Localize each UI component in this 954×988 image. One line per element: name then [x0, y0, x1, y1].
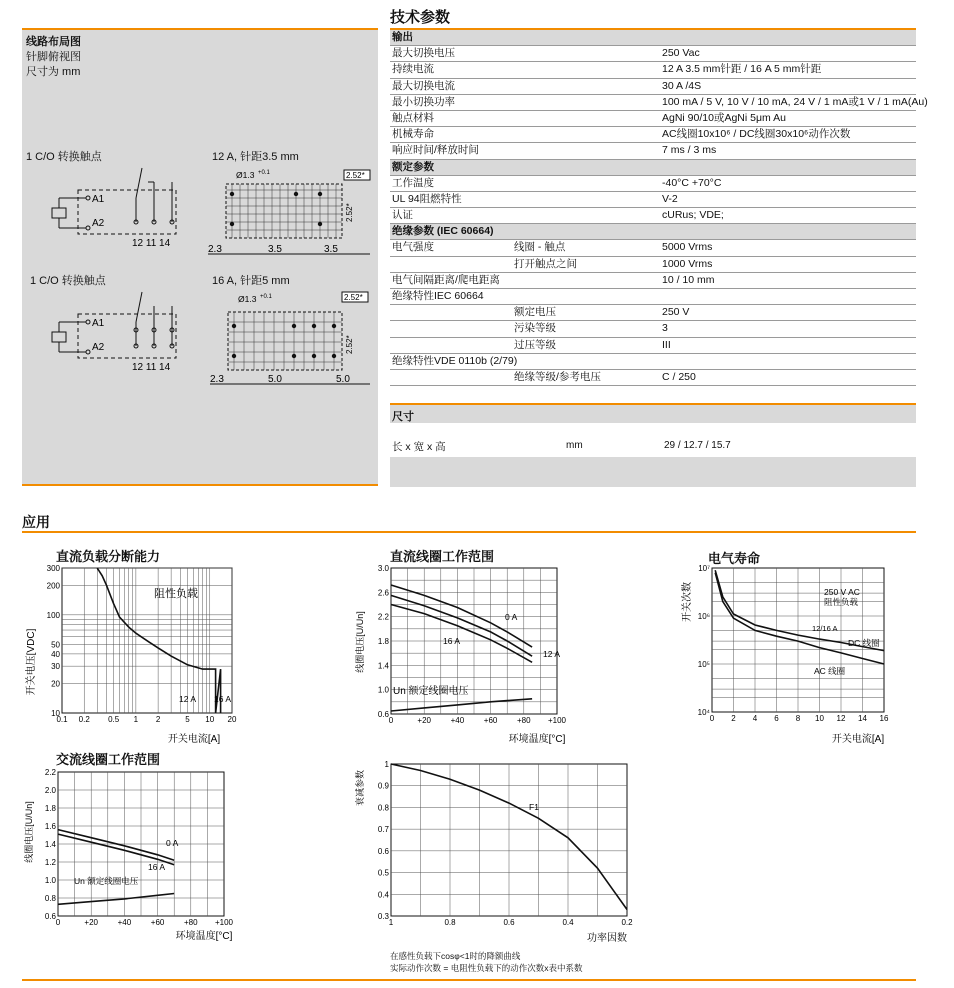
y-tick-label: 10⁷ — [698, 564, 710, 573]
life-label-4: DC 线圈 — [848, 638, 880, 648]
spec-cell-c3: 250 V — [662, 306, 690, 319]
ac-coil-title: 交流线圈工作范围 — [56, 752, 161, 767]
dc-coil-0a-label: 0 A — [505, 612, 518, 622]
y-tick-label: 1.0 — [44, 876, 56, 885]
dim-35b-label: 3.5 — [324, 244, 338, 255]
x-tick-label: 14 — [858, 714, 867, 723]
x-tick-label: +40 — [117, 918, 132, 927]
spec-row — [390, 338, 916, 354]
dim-23-label-2: 2.3 — [210, 374, 224, 385]
x-tick-label: 5 — [185, 715, 190, 724]
wiring-sub2: 尺寸为 mm — [26, 66, 81, 78]
y-tick-label: 1.8 — [377, 637, 389, 646]
dc-break-xlabel: 开关电流[A] — [167, 734, 221, 745]
dim-252-label-2: 2.52* — [344, 293, 363, 302]
spec-cell-c1: 最大切换电流 — [392, 79, 455, 92]
y-tick-label: 10⁶ — [697, 612, 710, 621]
spec-row — [390, 240, 916, 256]
dim-252-label: 2.52* — [346, 171, 365, 180]
series-line — [391, 699, 532, 711]
spec-cell-c3: AC线圈10x10⁶ / DC线圈30x10⁶动作次数 — [662, 128, 851, 141]
dimensions-value: 29 / 12.7 / 15.7 — [664, 440, 731, 451]
y-tick-label: 300 — [46, 564, 60, 573]
life-label-5: AC 线圈 — [814, 666, 846, 676]
life-xlabel: 开关电流[A] — [831, 734, 885, 745]
life-label-2: 阻性负载 — [824, 597, 859, 607]
spec-cell-c1: 认证 — [392, 209, 413, 222]
dc-coil-title: 直流线圈工作范围 — [390, 549, 495, 564]
spec-row — [390, 79, 916, 95]
diagram2-pin-label: 16 A, 针距5 mm — [212, 275, 290, 287]
y-tick-label: 0.9 — [377, 781, 389, 791]
spec-row — [390, 111, 916, 127]
schematic-diagram-1 — [42, 162, 182, 252]
pin-grid-diagram-2 — [206, 286, 376, 396]
x-tick-label: +60 — [483, 716, 498, 725]
dim-35a-label: 3.5 — [268, 244, 282, 255]
dc-break-title: 直流负载分断能力 — [56, 549, 161, 564]
x-tick-label: 0.1 — [56, 715, 68, 724]
spec-cell-c1: 响应时间/释放时间 — [392, 144, 479, 157]
spec-cell-c1: 绝缘特性VDE 0110b (2/79) — [392, 354, 518, 367]
spec-cell-c1: 电气间隔距离/爬电距离 — [392, 273, 500, 286]
derating-curve-label: F1 — [529, 802, 539, 812]
x-tick-label: +100 — [214, 918, 234, 927]
ac-coil-xlabel: 环境温度[°C] — [175, 931, 233, 942]
x-tick-label: 4 — [752, 714, 758, 723]
dc-coil-16a-label: 16 A — [443, 636, 461, 646]
spec-cell-c2: 过压等级 — [514, 338, 556, 351]
y-tick-label: 1.4 — [44, 840, 56, 849]
x-tick-label: 0 — [55, 918, 61, 927]
x-tick-label: 2 — [731, 714, 736, 723]
y-tick-label: 1 — [384, 760, 389, 769]
spec-cell-c3: 12 A 3.5 mm针距 / 16 A 5 mm针距 — [662, 63, 822, 76]
derating-note-1: 在感性负载下cosφ<1时的降额曲线 — [390, 951, 521, 961]
x-tick-label: +80 — [184, 918, 198, 927]
spec-cell-c2: 线圈 - 触点 — [514, 241, 566, 254]
life-label-3: 12/16 A — [812, 624, 838, 633]
bottom-divider — [22, 979, 916, 981]
y-tick-label: 2.2 — [44, 768, 56, 777]
wiring-title: 线路布局图 — [26, 36, 81, 48]
y-tick-label: 3.0 — [377, 564, 389, 573]
y-tick-label: 0.6 — [377, 846, 389, 856]
x-tick-label: 16 — [879, 714, 889, 723]
spec-row — [390, 321, 916, 337]
series-line — [58, 894, 174, 905]
schematic-diagram-2 — [42, 286, 182, 376]
x-tick-label: 0.4 — [562, 918, 574, 927]
spec-row — [390, 370, 916, 386]
chart-life — [680, 562, 900, 746]
series-line — [58, 834, 174, 865]
spec-section-header — [390, 160, 916, 176]
spec-cell-c1: 持续电流 — [392, 63, 434, 76]
y-tick-label: 2.2 — [377, 612, 389, 622]
y-tick-label: 0.5 — [377, 868, 389, 878]
pin-numbers-label: 12 11 14 — [132, 238, 171, 249]
y-tick-label: 0.7 — [377, 825, 389, 835]
y-tick-label: 10⁵ — [697, 660, 710, 669]
dimensions-title: 尺寸 — [392, 411, 414, 423]
y-tick-label: 0.8 — [377, 803, 389, 813]
spec-cell-c1: 输出 — [392, 31, 413, 43]
coil-a1-label-2: A1 — [92, 318, 105, 329]
x-tick-label: 0.2 — [78, 715, 90, 724]
dc-break-16a-label: 16 A — [214, 694, 232, 704]
x-tick-label: 0.2 — [621, 918, 633, 927]
derating-note-2: 实际动作次数 = 电阻性负载下的动作次数x表中系数 — [390, 963, 583, 973]
spec-row — [390, 273, 916, 289]
y-tick-label: 40 — [51, 649, 60, 659]
wiring-panel — [22, 28, 378, 486]
diagram1-pin-label: 12 A, 针距3.5 mm — [212, 151, 299, 163]
x-tick-label: 2 — [155, 715, 161, 724]
y-tick-label: 0.4 — [377, 890, 389, 900]
divider — [22, 531, 916, 533]
spec-cell-c1: UL 94阻燃特性 — [392, 192, 462, 205]
diagram1-label: 1 C/O 转换触点 — [26, 151, 102, 163]
spec-row — [390, 208, 916, 224]
spec-row — [390, 257, 916, 273]
y-tick-label: 1.2 — [44, 858, 56, 867]
spec-cell-c2: 绝缘等级/参考电压 — [514, 370, 601, 383]
x-tick-label: 1 — [388, 918, 394, 927]
y-tick-label: 0.8 — [44, 894, 56, 903]
diagram2-label: 1 C/O 转换触点 — [30, 275, 106, 287]
spec-cell-c3: cURus; VDE; — [662, 209, 724, 222]
spec-row — [390, 176, 916, 192]
coil-a2-label: A2 — [92, 218, 105, 229]
derating-xlabel: 功率因数 — [587, 933, 627, 944]
spec-row — [390, 289, 916, 305]
x-tick-label: +40 — [450, 716, 465, 725]
dimensions-label: 长 x 宽 x 高 — [392, 441, 446, 453]
life-ylabel: 开关次数 — [682, 582, 693, 622]
x-tick-label: 0.8 — [444, 918, 456, 927]
y-tick-label: 20 — [51, 679, 60, 689]
dc-coil-ylabel: 线圈电压[U/Un] — [355, 611, 365, 673]
spec-cell-c3: 10 / 10 mm — [662, 273, 715, 286]
y-tick-label: 2.6 — [377, 588, 389, 598]
spec-row — [390, 127, 916, 143]
spec-cell-c2: 额定电压 — [514, 306, 556, 319]
coil-a2-label-2: A2 — [92, 342, 105, 353]
hole-tol-label-2: +0.1 — [260, 294, 272, 300]
x-tick-label: 1 — [133, 715, 139, 724]
spec-row — [390, 305, 916, 321]
spec-row — [390, 46, 916, 62]
hole-dia-label: Ø1.3 — [236, 170, 255, 180]
dc-break-annotation: 阻性负载 — [154, 588, 198, 600]
y-tick-label: 1.0 — [377, 685, 389, 695]
spec-cell-c2: 污染等级 — [514, 322, 556, 335]
life-label-1: 250 V AC — [824, 587, 860, 597]
spec-row — [390, 62, 916, 78]
dimensions-section — [390, 403, 916, 487]
spec-section-header — [390, 30, 916, 46]
spec-cell-c3: 100 mA / 5 V, 10 V / 10 mA, 24 V / 1 mA或1 V / 1 mA(Au) — [662, 95, 928, 108]
x-tick-label: 0 — [709, 714, 715, 723]
spec-cell-c1: 最小切换功率 — [392, 95, 455, 108]
spec-cell-c1: 触点材料 — [392, 111, 434, 124]
x-tick-label: +60 — [150, 918, 165, 927]
spec-cell-c1: 工作温度 — [392, 176, 434, 189]
y-tick-label: 100 — [46, 610, 60, 620]
x-tick-label: 0 — [388, 716, 394, 725]
spec-cell-c3: AgNi 90/10或AgNi 5μm Au — [662, 111, 786, 124]
dim-50a-label: 5.0 — [268, 374, 282, 385]
y-tick-label: 50 — [51, 640, 60, 650]
pin-grid-diagram-1 — [206, 164, 376, 274]
spec-cell-c3: 1000 Vrms — [662, 257, 713, 270]
y-tick-label: 30 — [51, 662, 60, 672]
x-tick-label: +80 — [517, 716, 531, 725]
chart-ac-coil — [22, 762, 242, 946]
dim-252-vert-label: 2.52* — [345, 203, 354, 222]
life-title: 电气寿命 — [708, 551, 761, 566]
dc-coil-12a-label: 12 A — [543, 649, 561, 659]
x-tick-label: 8 — [795, 714, 801, 723]
x-tick-label: 20 — [227, 715, 237, 724]
spec-cell-c1: 最大切换电压 — [392, 47, 455, 60]
x-tick-label: 10 — [205, 715, 215, 724]
x-tick-label: +100 — [547, 716, 567, 725]
chart-dc-coil — [355, 562, 575, 746]
spec-cell-c3: 7 ms / 3 ms — [662, 144, 717, 157]
spec-title: 技术参数 — [390, 9, 451, 26]
dc-break-12a-label: 12 A — [179, 694, 197, 704]
y-tick-label: 1.6 — [44, 822, 56, 831]
spec-cell-c3: V-2 — [662, 192, 678, 205]
hole-tol-label: +0.1 — [258, 170, 270, 176]
dc-coil-xlabel: 环境温度[°C] — [508, 734, 566, 745]
y-tick-label: 1.4 — [377, 661, 389, 671]
dc-coil-un-label: Un 额定线圈电压 — [393, 686, 469, 697]
spec-cell-c1: 绝缘特性IEC 60664 — [392, 290, 484, 302]
y-tick-label: 0.6 — [44, 912, 56, 921]
pin-numbers-label-2: 12 11 14 — [132, 362, 171, 373]
y-tick-label: 0.6 — [377, 710, 389, 719]
dimensions-unit: mm — [566, 440, 583, 451]
spec-cell-c3: 30 A /4S — [662, 79, 702, 92]
ac-coil-ylabel: 线圈电压[U/Un] — [24, 801, 34, 863]
x-tick-label: 12 — [836, 714, 846, 723]
ac-coil-16a-label: 16 A — [148, 862, 166, 872]
spec-cell-c3: 250 Vac — [662, 47, 700, 60]
y-tick-label: 10⁴ — [697, 708, 710, 717]
spec-cell-c1: 额定参数 — [392, 160, 434, 173]
y-tick-label: 0.3 — [377, 912, 389, 921]
spec-row — [390, 192, 916, 208]
x-tick-label: 10 — [815, 714, 824, 723]
ac-coil-0a-label: 0 A — [166, 838, 179, 848]
spec-section-header — [390, 224, 916, 240]
y-tick-label: 1.8 — [44, 804, 56, 813]
dc-break-ylabel: 开关电压[VDC] — [26, 628, 37, 696]
spec-cell-c1: 电气强度 — [392, 241, 434, 254]
x-tick-label: 0.5 — [108, 715, 120, 724]
ac-coil-un-label: Un 额定线圈电压 — [74, 876, 139, 886]
wiring-sub1: 针脚俯视图 — [26, 51, 81, 63]
x-tick-label: 6 — [774, 714, 779, 723]
spec-cell-c2: 打开触点之间 — [514, 257, 577, 270]
spec-cell-c1: 绝缘参数 (IEC 60664) — [392, 225, 494, 238]
derating-ylabel: 衰减参数 — [355, 769, 365, 807]
x-tick-label: 0.6 — [503, 918, 515, 927]
dim-252-vert-label-2: 2.52* — [345, 335, 354, 354]
x-tick-label: +20 — [417, 716, 431, 725]
spec-cell-c3: C / 250 — [662, 370, 696, 383]
spec-cell-c3: III — [662, 338, 671, 351]
chart-derating — [355, 758, 645, 948]
spec-row — [390, 95, 928, 111]
spec-cell-c3: -40°C +70°C — [662, 176, 722, 189]
spec-cell-c3: 5000 Vrms — [662, 241, 713, 254]
x-tick-label: +20 — [84, 918, 98, 927]
y-tick-label: 2.0 — [44, 786, 56, 795]
coil-a1-label: A1 — [92, 194, 105, 205]
series-line — [58, 830, 174, 861]
hole-dia-label-2: Ø1.3 — [238, 294, 257, 304]
y-tick-label: 200 — [46, 581, 60, 591]
spec-row — [390, 354, 916, 370]
dim-50b-label: 5.0 — [336, 374, 350, 385]
chart-dc-break — [22, 562, 242, 746]
y-tick-label: 10 — [51, 709, 60, 718]
spec-row — [390, 143, 916, 159]
dim-23-label: 2.3 — [208, 244, 222, 255]
spec-table — [390, 28, 928, 386]
spec-cell-c3: 3 — [662, 322, 668, 335]
application-title: 应用 — [22, 514, 50, 530]
spec-cell-c1: 机械寿命 — [392, 128, 434, 141]
